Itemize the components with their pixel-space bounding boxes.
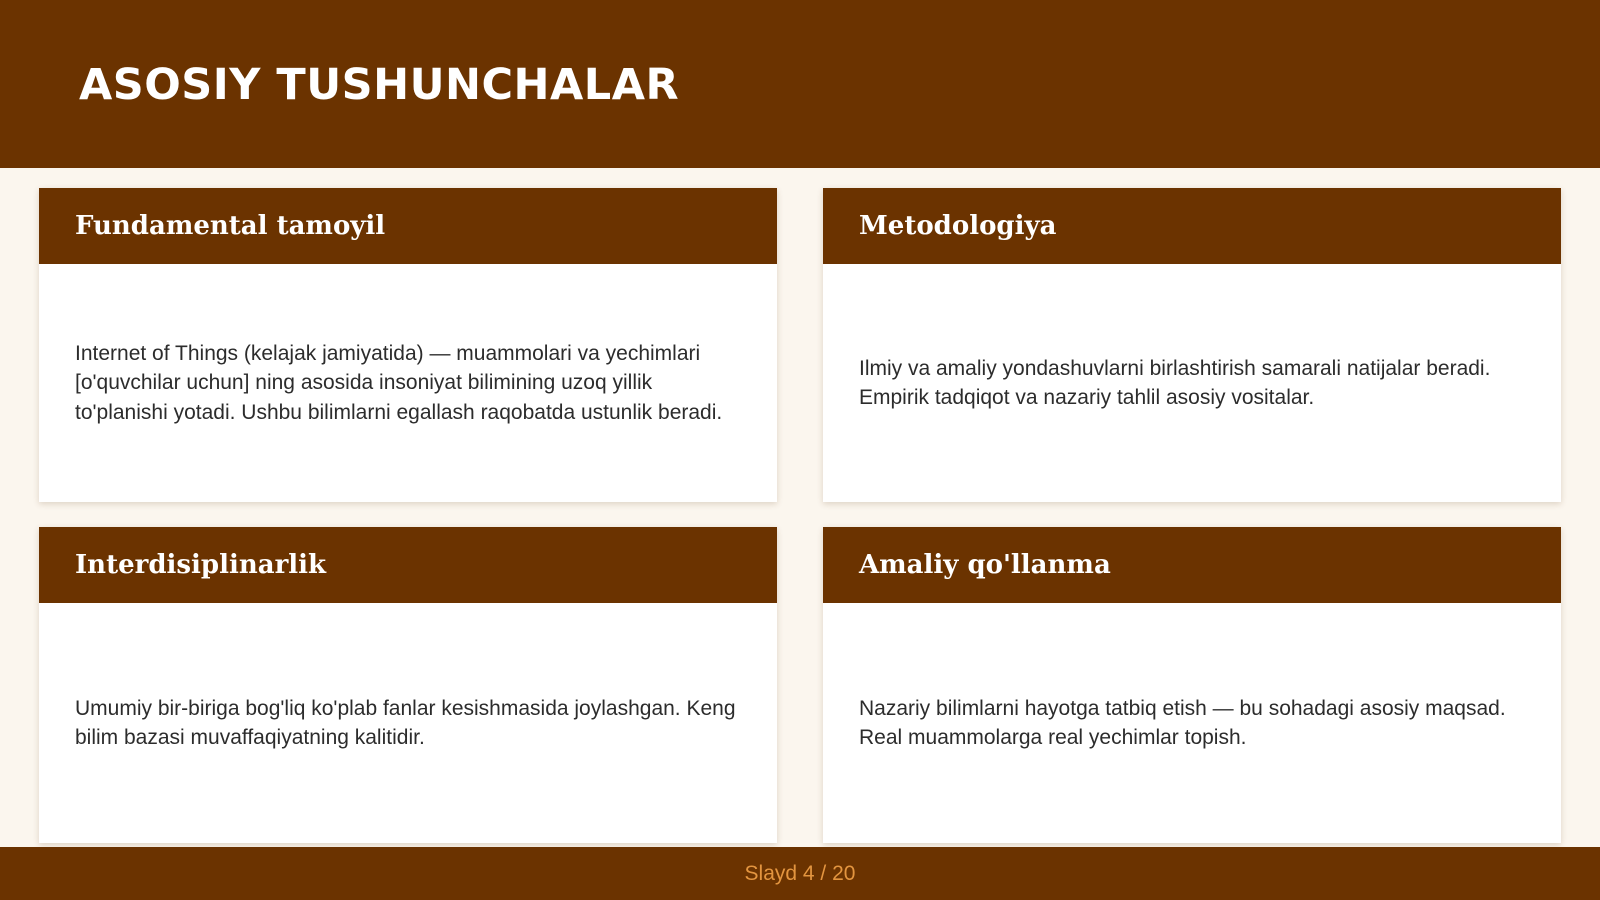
concept-card-practical xyxy=(823,527,1561,843)
card-header xyxy=(39,188,777,264)
card-text: Nazariy bilimlarni hayotga tatbiq etish — bu sohadagi asosiy maqsad. Real muammolarga real yechimlar topish. xyxy=(859,696,1506,749)
card-body xyxy=(823,264,1561,502)
concept-card-interdisciplinary xyxy=(39,527,777,843)
card-title: Amaliy qo'llanma xyxy=(859,550,1111,580)
card-header xyxy=(39,527,777,603)
concept-card-methodology xyxy=(823,188,1561,502)
slide-number: Slayd 4 / 20 xyxy=(744,861,856,885)
card-header xyxy=(823,188,1561,264)
card-text: Internet of Things (kelajak jamiyatida) — muammolari va yechimlari [o'quvchilar uchun] ning asosida insoniyat bilimining uzoq yillik to'planishi yotadi. Ushbu bilimlarni egallash raqobatda ustunlik beradi. xyxy=(75,341,723,424)
card-title: Interdisiplinarlik xyxy=(75,550,327,580)
card-body xyxy=(39,264,777,502)
card-header xyxy=(823,527,1561,603)
card-title: Metodologiya xyxy=(859,211,1057,241)
slide-header xyxy=(0,0,1600,168)
concept-card-fundamental xyxy=(39,188,777,502)
card-body xyxy=(823,603,1561,843)
card-body xyxy=(39,603,777,843)
slide-footer xyxy=(0,847,1600,900)
card-text: Ilmiy va amaliy yondashuvlarni birlashtirish samarali natijalar beradi. Empirik tadqiqot va nazariy tahlil asosiy vositalar. xyxy=(859,356,1491,409)
slide-title: ASOSIY TUSHUNCHALAR xyxy=(79,60,680,110)
card-title: Fundamental tamoyil xyxy=(75,211,386,241)
card-text: Umumiy bir-biriga bog'liq ko'plab fanlar kesishmasida joylashgan. Keng bilim bazasi muvaffaqiyatning kalitidir. xyxy=(75,696,736,749)
